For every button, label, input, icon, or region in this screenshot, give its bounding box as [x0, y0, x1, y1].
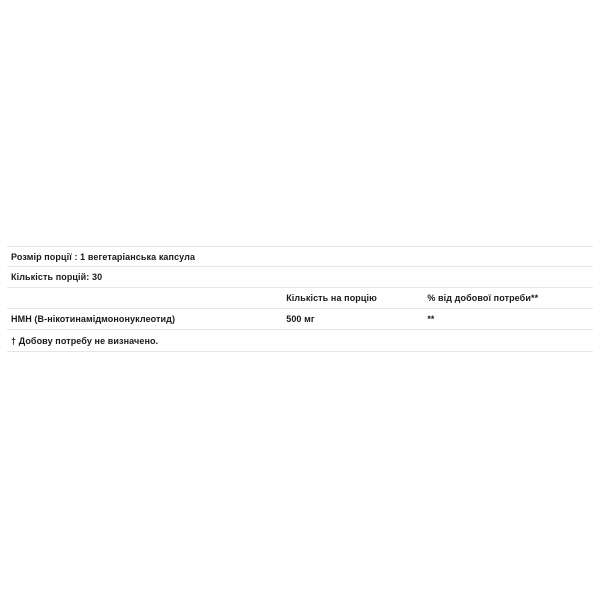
serving-size-text: Розмір порції : 1 вегетаріанська капсула: [11, 251, 196, 262]
footnote-row: [7, 330, 593, 352]
supplement-facts-table: [7, 246, 593, 352]
servings-per-container-row: [7, 267, 593, 288]
table-header-row: [7, 288, 593, 309]
servings-per-container-text: Кількість порцій: 30: [11, 272, 103, 282]
footnote-text: † Добову потребу не визначено.: [11, 335, 159, 346]
ingredient-amount: 500 мг: [286, 314, 315, 324]
daily-value-header: % від добової потреби**: [427, 293, 539, 303]
ingredient-daily-value: **: [427, 314, 435, 324]
table-row: [7, 309, 593, 330]
amount-per-serving-header: Кількість на порцію: [286, 293, 377, 303]
serving-size-row: [7, 246, 593, 267]
ingredient-name: НМН (В-нікотинамідмононуклеотид): [11, 314, 176, 324]
